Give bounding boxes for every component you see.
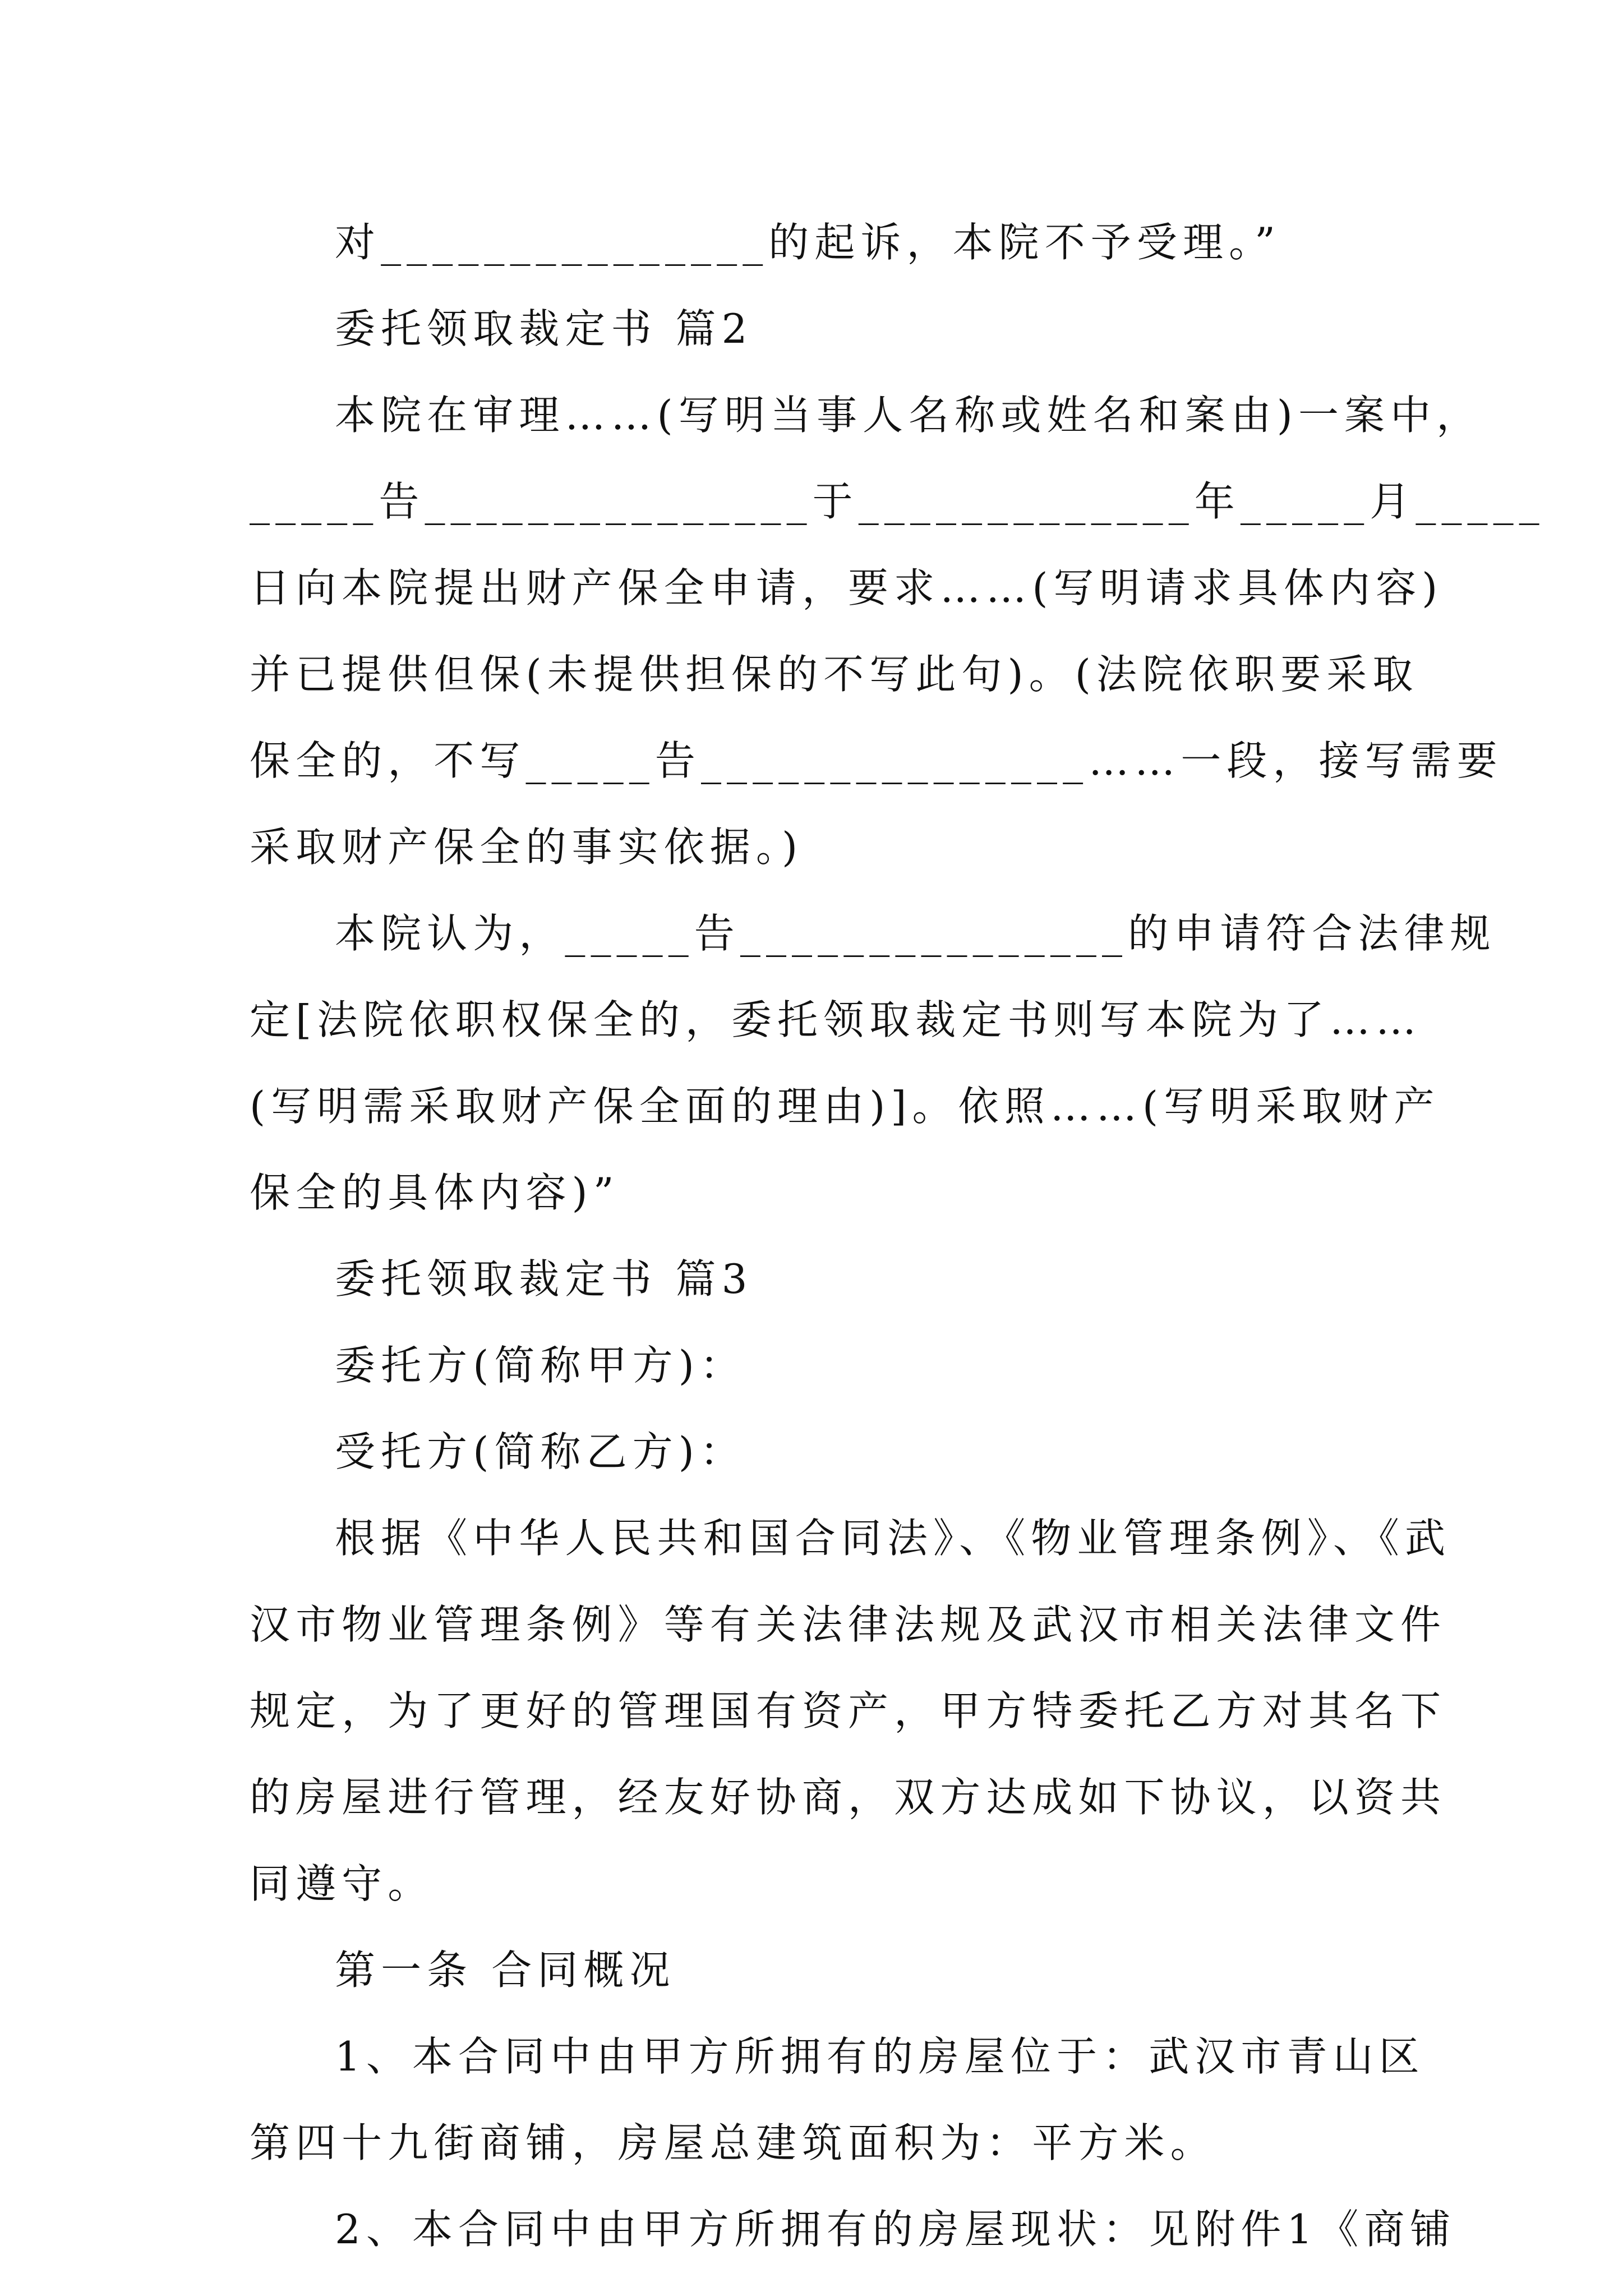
section-heading: 委托领取裁定书 篇3 bbox=[335, 1255, 753, 1303]
text-line: (写明需采取财产保全面的理由)]。依照……(写明采取财产 bbox=[250, 1083, 1440, 1130]
text-line: 采取财产保全的事实依据。) bbox=[250, 823, 804, 871]
section-heading: 第一条 合同概况 bbox=[335, 1947, 676, 1994]
text-line: 汉市物业管理条例》等有关法律法规及武汉市相关法律文件 bbox=[250, 1601, 1447, 1648]
text-line: 规定，为了更好的管理国有资产，甲方特委托乙方对其名下 bbox=[250, 1687, 1447, 1734]
text-line: 本院在审理……(写明当事人名称或姓名和案由)一案中， bbox=[335, 392, 1483, 439]
text-line: 对_______________的起诉，本院不予受理。” bbox=[335, 219, 1281, 266]
text-line: 根据《中华人民共和国合同法》、《物业管理条例》、《武 bbox=[335, 1515, 1451, 1562]
text-line: 第四十九街商铺，房屋总建筑面积为：平方米。 bbox=[250, 2119, 1216, 2166]
text-line: 保全的具体内容)” bbox=[250, 1169, 620, 1216]
text-line: 保全的，不写_____告_______________……一段，接写需要 bbox=[250, 737, 1503, 784]
text-line: 受托方(简称乙方)： bbox=[335, 1428, 746, 1475]
text-line: 同遵守。 bbox=[250, 1860, 434, 1907]
text-line: 委托方(简称甲方)： bbox=[335, 1342, 746, 1389]
text-line: 2、本合同中由甲方所拥有的房屋现状：见附件1《商铺 bbox=[335, 2206, 1456, 2253]
text-line: 定[法院依职权保全的，委托领取裁定书则写本院为了…… bbox=[250, 996, 1422, 1043]
text-line: 的房屋进行管理，经友好协商，双方达成如下协议，以资共 bbox=[250, 1774, 1447, 1821]
text-line: 本院认为，_____告_______________的申请符合法律规 bbox=[335, 910, 1496, 957]
text-line: _____告_______________于_____________年_____月_____ bbox=[250, 478, 1545, 525]
section-heading: 委托领取裁定书 篇2 bbox=[335, 305, 753, 352]
text-line: 1、本合同中由甲方所拥有的房屋位于：武汉市青山区 bbox=[335, 2033, 1425, 2080]
text-line: 并已提供但保(未提供担保的不写此句)。(法院依职要采取 bbox=[250, 651, 1419, 698]
text-line: 日向本院提出财产保全申请，要求……(写明请求具体内容) bbox=[250, 564, 1444, 611]
